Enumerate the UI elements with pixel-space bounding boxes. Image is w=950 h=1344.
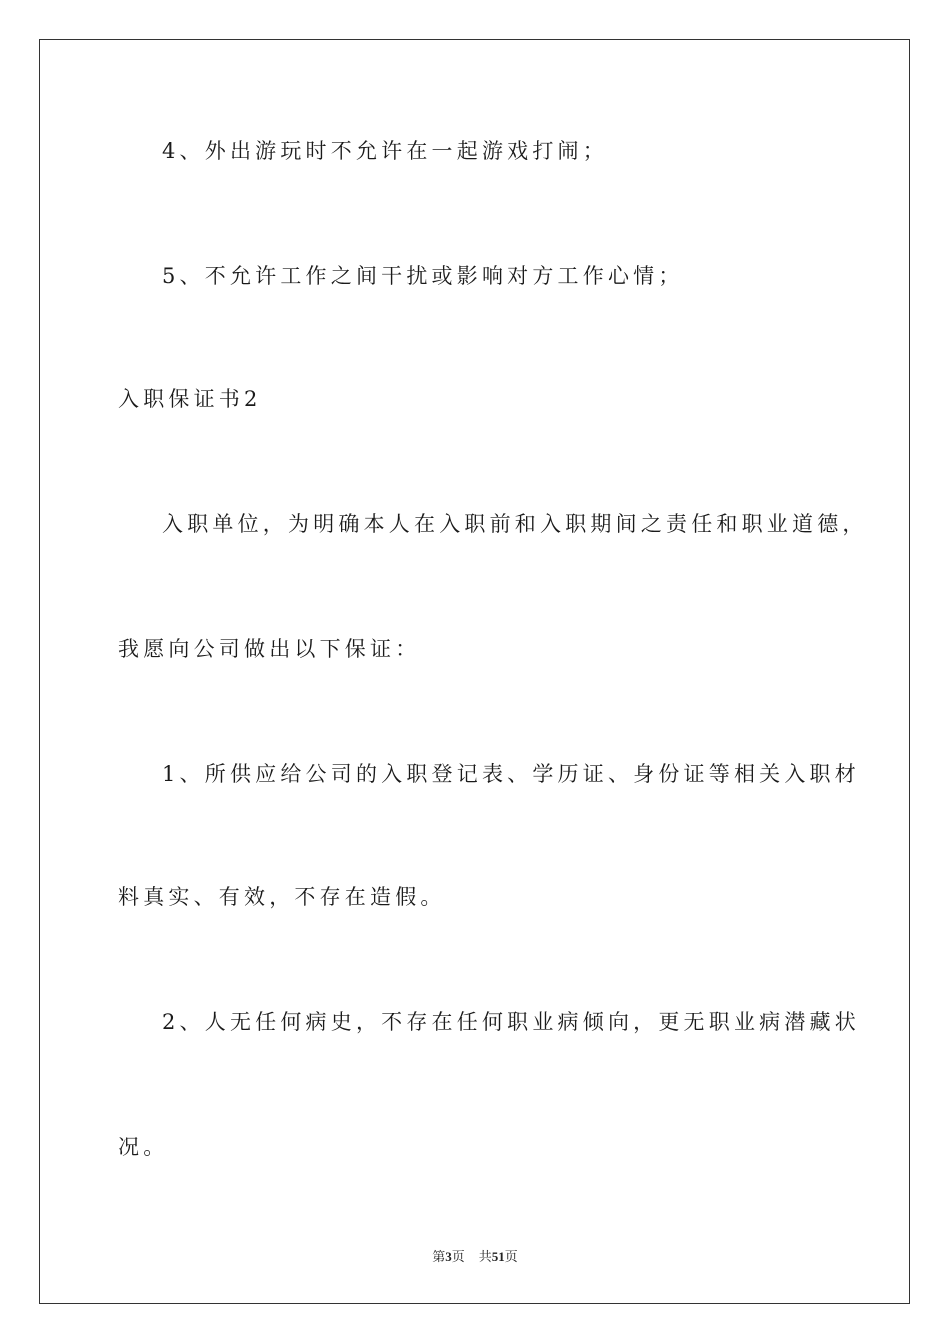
paragraph-line: 5、不允许工作之间干扰或影响对方工作心情；	[162, 264, 684, 288]
page-suffix: 页	[451, 1249, 465, 1264]
paragraph-line: 我愿向公司做出以下保证：	[118, 637, 421, 661]
page-footer	[0, 1248, 950, 1266]
paragraph-line: 4、外出游玩时不允许在一起游戏打闹；	[162, 139, 608, 163]
page-border	[39, 39, 910, 1304]
paragraph-line: 况。	[118, 1135, 169, 1159]
paragraph-line: 1、所供应给公司的入职登记表、学历证、身份证等相关入职材	[162, 762, 860, 786]
page-prefix: 第	[432, 1249, 446, 1264]
total-suffix: 页	[504, 1249, 518, 1264]
paragraph-line: 入职单位，为明确本人在入职前和入职期间之责任和职业道德，	[162, 512, 868, 536]
page-number: 3	[445, 1249, 452, 1264]
section-heading: 入职保证书2	[118, 387, 262, 411]
total-prefix: 共	[478, 1249, 492, 1264]
paragraph-line: 料真实、有效，不存在造假。	[118, 885, 446, 909]
paragraph-line: 2、人无任何病史，不存在任何职业病倾向，更无职业病潜藏状	[162, 1010, 860, 1034]
total-pages: 51	[491, 1249, 505, 1264]
